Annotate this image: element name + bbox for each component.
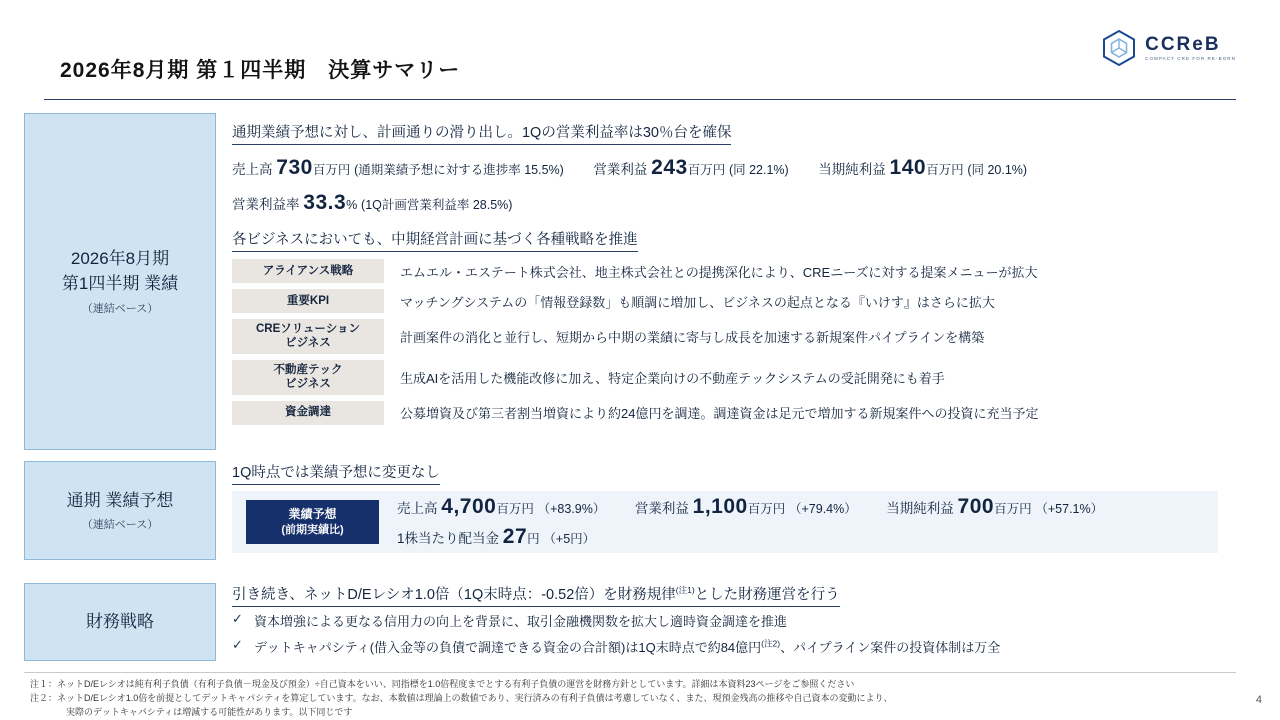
section-label-q1-line1: 2026年8月期: [70, 249, 170, 269]
footnotes: [30, 678, 893, 720]
section-label-q1-basis: （連結ベース）: [81, 302, 159, 315]
page-title: 2026年8月期 第１四半期 決算サマリー: [60, 59, 461, 82]
bullet-text-post: 、パイプライン案件の投資体制は万全: [780, 640, 1001, 655]
forecast-headline: 1Q時点では業績予想に変更なし: [232, 461, 440, 485]
financial-headline-text: 引き続き、ネットD/Eレシオ1.0倍（1Q末時点：-0.52倍）を財務規律: [232, 587, 676, 603]
strategy-description: エムエル・エステート株式会社、地主株式会社との提携深化により、CREニーズに対する提案メニューが拡大: [400, 264, 1038, 280]
section-label-full-year-forecast: [24, 461, 216, 560]
q1-subheadline-wrap: [232, 228, 638, 252]
q1-margin-label: 営業利益率: [232, 197, 300, 212]
q1-sales-label: 売上高: [232, 162, 273, 177]
strategy-description: 公募増資及び第三者割当増資により約24億円を調達。調達資金は足元で増加する新規案件への投資に充当予定: [400, 406, 1039, 421]
strategy-tag-label: 重要KPI: [286, 294, 330, 307]
list-item: [232, 611, 1000, 630]
logo-wordmark: CCReB: [1145, 33, 1221, 55]
table-row: [232, 319, 1232, 354]
forecast-line-1: [397, 495, 1103, 519]
section-label-fy-basis: （連結ベース）: [81, 519, 159, 532]
footnote-1: 注１：ネットD/Eレシオは純有利子負債（有利子負債－現金及び預金）÷自己資本をいい、同指標を1.0倍程度までとする有利子負債の運営を財務方針としています。詳細は本資料23ページをご参照ください: [30, 679, 855, 689]
company-logo: [1099, 28, 1236, 68]
bullet-text-main: デットキャパシティ(借入金等の負債で調達できる資金の合計額)は1Q末時点で約84億円: [254, 640, 762, 655]
table-row: [232, 360, 1232, 395]
forecast-values: [397, 495, 1103, 549]
forecast-operating-profit-label: 営業利益: [634, 501, 689, 516]
page-number: 4: [1255, 694, 1262, 706]
q1-headline-wrap: [232, 121, 731, 145]
financial-headline-wrap: [232, 583, 840, 607]
strategy-tag-label: CREソリューション: [256, 323, 360, 335]
forecast-chip-line1: 業績予想: [288, 507, 337, 522]
forecast-net-profit-note: （+57.1%）: [1035, 502, 1104, 516]
forecast-line-2: [397, 525, 1103, 549]
q1-kpi-line-1: [232, 156, 1027, 180]
forecast-operating-profit-value: 1,100: [692, 495, 748, 518]
forecast-band: [232, 491, 1218, 553]
strategy-table: [232, 259, 1232, 431]
forecast-sales-value: 4,700: [441, 495, 497, 518]
strategy-description: マッチングシステムの「情報登録数」も順調に増加し、ビジネスの起点となる『いけす』はさらに拡大: [400, 294, 995, 310]
q1-net-profit-note: (同 20.1%): [967, 163, 1028, 177]
forecast-net-profit-label: 当期純利益: [886, 501, 954, 516]
q1-margin-unit: %: [346, 198, 358, 212]
forecast-net-profit-value: 700: [957, 495, 995, 518]
q1-net-profit-unit: 百万円: [926, 163, 964, 177]
strategy-tag-realestate-tech: [232, 360, 384, 395]
title-divider: [44, 99, 1236, 100]
forecast-dividend-unit: 円: [527, 532, 540, 546]
q1-net-profit-value: 140: [889, 156, 927, 179]
forecast-sales-unit: 百万円: [496, 502, 534, 516]
q1-sales-value: 730: [276, 156, 313, 179]
financial-bullet-list: [232, 611, 1000, 663]
hexagon-cube-icon: [1099, 28, 1139, 68]
strategy-description: 計画案件の消化と並行し、短期から中期の業績に寄与し成長を加速する新規案件パイプラインを構築: [400, 329, 985, 345]
bullet-text: 資本増強による更なる信用力の向上を背景に、取引金融機関数を拡大し適時資金調達を推進: [254, 614, 788, 629]
financial-headline-text-post: とした財務運営を行う: [694, 587, 840, 603]
q1-operating-profit-label: 営業利益: [593, 162, 648, 177]
forecast-chip: [246, 500, 379, 544]
q1-kpi-line-2: [232, 191, 512, 215]
forecast-headline-wrap: [232, 461, 440, 485]
section-label-fy-line1: 通期 業績予想: [66, 490, 174, 510]
list-item: [232, 637, 1000, 656]
strategy-tag-cre-solution: [232, 319, 384, 354]
forecast-sales-label: 売上高: [397, 501, 438, 516]
table-row: [232, 401, 1232, 425]
section-label-financial-strategy: [24, 583, 216, 661]
check-icon: ✓: [232, 637, 243, 652]
q1-margin-note: (1Q計画営業利益率 28.5%): [361, 198, 513, 212]
q1-sales-note: (通期業績予想に対する進捗率 15.5%): [354, 163, 564, 177]
forecast-sales-note: （+83.9%）: [537, 502, 606, 516]
q1-sales-unit: 百万円: [312, 163, 351, 177]
strategy-tag-alliance: [232, 259, 384, 283]
check-icon: ✓: [232, 611, 243, 626]
strategy-tag-label: 資金調達: [285, 406, 331, 419]
table-row: [232, 259, 1232, 283]
q1-operating-profit-note: (同 22.1%): [728, 163, 789, 177]
table-row: [232, 289, 1232, 313]
q1-net-profit-label: 当期純利益: [818, 162, 886, 177]
forecast-net-profit-unit: 百万円: [994, 502, 1032, 516]
forecast-dividend-value: 27: [502, 525, 528, 548]
q1-operating-profit-unit: 百万円: [687, 163, 726, 177]
q1-subheadline: 各ビジネスにおいても、中期経営計画に基づく各種戦略を推進: [232, 228, 638, 252]
bullet-footnote-ref: (注2): [761, 638, 781, 649]
footnote-2: 注２：ネットD/Eレシオ1.0倍を前提としてデットキャパシティを算定しています。なお、本数値は理論上の数値であり、実行済みの有利子負債は考慮していなく、また、現預金残高の推移や自己資本の変動により、: [30, 692, 893, 703]
footnote-divider: [24, 672, 1236, 673]
q1-operating-profit-value: 243: [651, 156, 688, 179]
footnote-2-cont: 実際のデットキャパシティは増減する可能性があります。以下同じです: [30, 706, 353, 717]
strategy-tag-kpi: [232, 289, 384, 313]
forecast-operating-profit-note: （+79.4%）: [789, 502, 857, 516]
financial-headline: [232, 583, 840, 607]
strategy-tag-financing: [232, 401, 384, 425]
section-label-fin-line1: 財務戦略: [86, 611, 154, 631]
bullet-text: [254, 637, 1000, 656]
section-label-q1-results: [24, 113, 216, 450]
financial-headline-footnote-ref: (注1): [675, 585, 695, 596]
forecast-dividend-label: 1株当たり配当金: [397, 531, 500, 546]
q1-margin-value: 33.3: [303, 191, 347, 214]
forecast-chip-line2: (前期実績比): [281, 523, 344, 536]
strategy-tag-label: 不動産テック: [273, 363, 343, 376]
forecast-dividend-note: （+5円）: [543, 532, 596, 546]
section-label-q1-line2: 第1四半期 業績: [61, 274, 179, 293]
forecast-operating-profit-unit: 百万円: [747, 502, 786, 516]
strategy-tag-label: アライアンス戦略: [262, 264, 354, 277]
strategy-description: 生成AIを活用した機能改修に加え、特定企業向けの不動産テックシステムの受託開発にも着手: [400, 370, 945, 386]
q1-headline: 通期業績予想に対し、計画通りの滑り出し。1Qの営業利益率は30％台を確保: [232, 121, 731, 145]
strategy-tag-label-2: ビジネス: [285, 378, 331, 391]
logo-tagline: COMPACT CRE FOR RE-BORN: [1145, 55, 1236, 61]
strategy-tag-label-2: ビジネス: [285, 337, 331, 350]
